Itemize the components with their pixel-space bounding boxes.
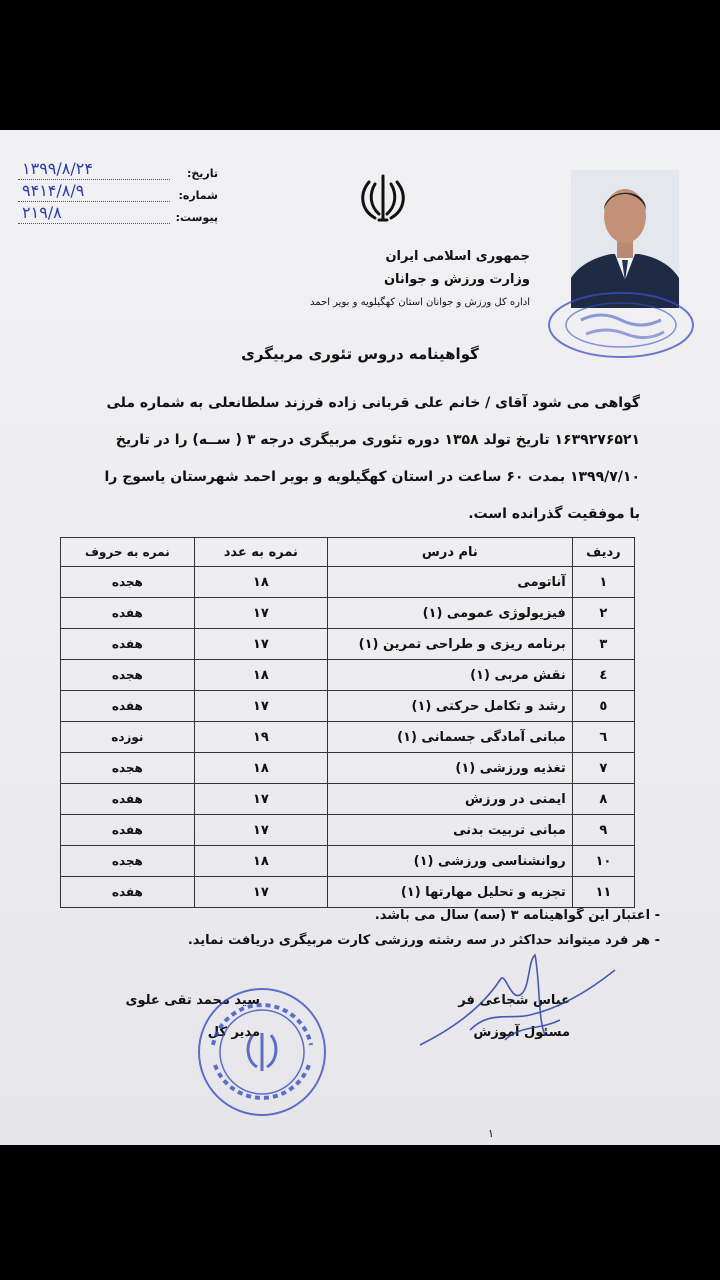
director-name: سید محمد تقی علوی <box>125 993 260 1008</box>
body-line-1: گواهی می شود آقای / خانم علی قربانی زاده فرزند سلطانعلی به شماره ملی <box>106 395 640 411</box>
grade-number-cell: ۱۷ <box>194 598 327 629</box>
table-row <box>61 784 635 815</box>
grade-number-cell: ۱۹ <box>194 722 327 753</box>
date-label: تاریخ: <box>186 167 218 180</box>
table-row <box>61 567 635 598</box>
meta-number <box>18 180 218 202</box>
table-row <box>61 660 635 691</box>
row-number-cell: ٤ <box>572 660 634 691</box>
course-name-cell: تجزیه و تحلیل مهارتها (۱) <box>327 877 572 908</box>
date-value: ۱۳۹۹/۸/۲۴ <box>22 159 93 178</box>
course-name-cell: برنامه ریزی و طراحی تمرین (۱) <box>327 629 572 660</box>
grade-word-cell: هجده <box>61 846 195 877</box>
grade-word-cell: هفده <box>61 598 195 629</box>
attachment-label: پیوست: <box>175 211 218 224</box>
education-officer-name: عباس شجاعی فر <box>458 993 570 1008</box>
note-limit: - هر فرد میتواند حداکثر در سه رشته ورزشی کارت مربیگری دریافت نماید. <box>187 933 660 948</box>
official-round-stamp-icon <box>195 985 330 1120</box>
handwritten-signature-icon <box>410 940 620 1060</box>
number-label: شماره: <box>178 189 218 202</box>
grade-word-cell: هجده <box>61 753 195 784</box>
header-grade-number: نمره به عدد <box>194 538 327 567</box>
grade-word-cell: هجده <box>61 567 195 598</box>
certificate-page <box>0 130 720 1145</box>
table-header-row <box>61 538 635 567</box>
row-number-cell: ٦ <box>572 722 634 753</box>
header-row-number: ردیف <box>572 538 634 567</box>
row-number-cell: ۱۰ <box>572 846 634 877</box>
grade-number-cell: ۱۸ <box>194 846 327 877</box>
page-number: ۱ <box>488 1127 494 1140</box>
table-row <box>61 722 635 753</box>
body-line-3: ۱۳۹۹/۷/۱۰ بمدت ۶۰ ساعت در استان کهگیلویه و بویر احمد شهرستان یاسوج را <box>104 469 640 485</box>
row-number-cell: ۷ <box>572 753 634 784</box>
grade-number-cell: ۱۸ <box>194 567 327 598</box>
row-number-cell: ۱۱ <box>572 877 634 908</box>
grade-word-cell: نوزده <box>61 722 195 753</box>
table-row <box>61 691 635 722</box>
row-number-cell: ٥ <box>572 691 634 722</box>
table-row <box>61 846 635 877</box>
number-value: ۹۴۱۴/۸/۹ <box>22 181 85 200</box>
course-name-cell: روانشناسی ورزشی (۱) <box>327 846 572 877</box>
grade-word-cell: هفده <box>61 877 195 908</box>
row-number-cell: ۳ <box>572 629 634 660</box>
table-row <box>61 815 635 846</box>
header-line-2: وزارت ورزش و جوانان <box>383 272 530 287</box>
certificate-body <box>60 385 640 533</box>
meta-attachment <box>18 202 218 224</box>
row-number-cell: ۸ <box>572 784 634 815</box>
director-role: مدیر کل <box>207 1025 260 1040</box>
certificate-title: گواهینامه دروس تئوری مربیگری <box>241 345 479 363</box>
meta-date <box>18 158 218 180</box>
course-name-cell: مبانی آمادگی جسمانی (۱) <box>327 722 572 753</box>
holder-photo <box>571 170 679 308</box>
course-name-cell: آناتومی <box>327 567 572 598</box>
grade-word-cell: هجده <box>61 660 195 691</box>
grade-word-cell: هفده <box>61 691 195 722</box>
education-officer-role: مسئول آموزش <box>473 1025 570 1040</box>
course-name-cell: تغذیه ورزشی (۱) <box>327 753 572 784</box>
header-line-3: اداره کل ورزش و جوانان استان کهگیلویه و بویر احمد <box>309 297 530 308</box>
table-row <box>61 598 635 629</box>
grades-body <box>61 567 635 908</box>
row-number-cell: ۲ <box>572 598 634 629</box>
grade-number-cell: ۱۷ <box>194 629 327 660</box>
grade-number-cell: ۱۷ <box>194 877 327 908</box>
ministry-header <box>230 245 530 314</box>
row-number-cell: ۹ <box>572 815 634 846</box>
note-validity: - اعتبار این گواهینامه ۳ (سه) سال می باشد. <box>374 908 660 923</box>
course-name-cell: نقش مربی (۱) <box>327 660 572 691</box>
row-number-cell: ۱ <box>572 567 634 598</box>
grade-word-cell: هفده <box>61 815 195 846</box>
course-name-cell: رشد و تکامل حرکتی (۱) <box>327 691 572 722</box>
course-name-cell: مبانی تربیت بدنی <box>327 815 572 846</box>
attachment-value: ۲۱۹/۸ <box>22 203 62 222</box>
header-grade-word: نمره به حروف <box>61 538 195 567</box>
document-meta <box>18 158 218 224</box>
grade-number-cell: ۱۷ <box>194 691 327 722</box>
grade-number-cell: ۱۸ <box>194 753 327 784</box>
grade-number-cell: ۱۸ <box>194 660 327 691</box>
iran-emblem-icon <box>355 170 411 226</box>
table-row <box>61 753 635 784</box>
grades-table <box>60 537 635 908</box>
body-line-2: ۱۶۳۹۲۷۶۵۲۱ تاریخ تولد ۱۳۵۸ دوره تئوری مربیگری درجه ۳ ( ســه) را در تاریخ <box>115 432 640 448</box>
course-name-cell: ایمنی در ورزش <box>327 784 572 815</box>
course-name-cell: فیزیولوژی عمومی (۱) <box>327 598 572 629</box>
body-line-4: با موفقیت گذرانده است. <box>468 506 640 522</box>
table-row <box>61 629 635 660</box>
header-line-1: جمهوری اسلامی ایران <box>385 249 530 264</box>
grade-word-cell: هفده <box>61 784 195 815</box>
grade-number-cell: ۱۷ <box>194 784 327 815</box>
header-course-name: نام درس <box>327 538 572 567</box>
grade-number-cell: ۱۷ <box>194 815 327 846</box>
grade-word-cell: هفده <box>61 629 195 660</box>
